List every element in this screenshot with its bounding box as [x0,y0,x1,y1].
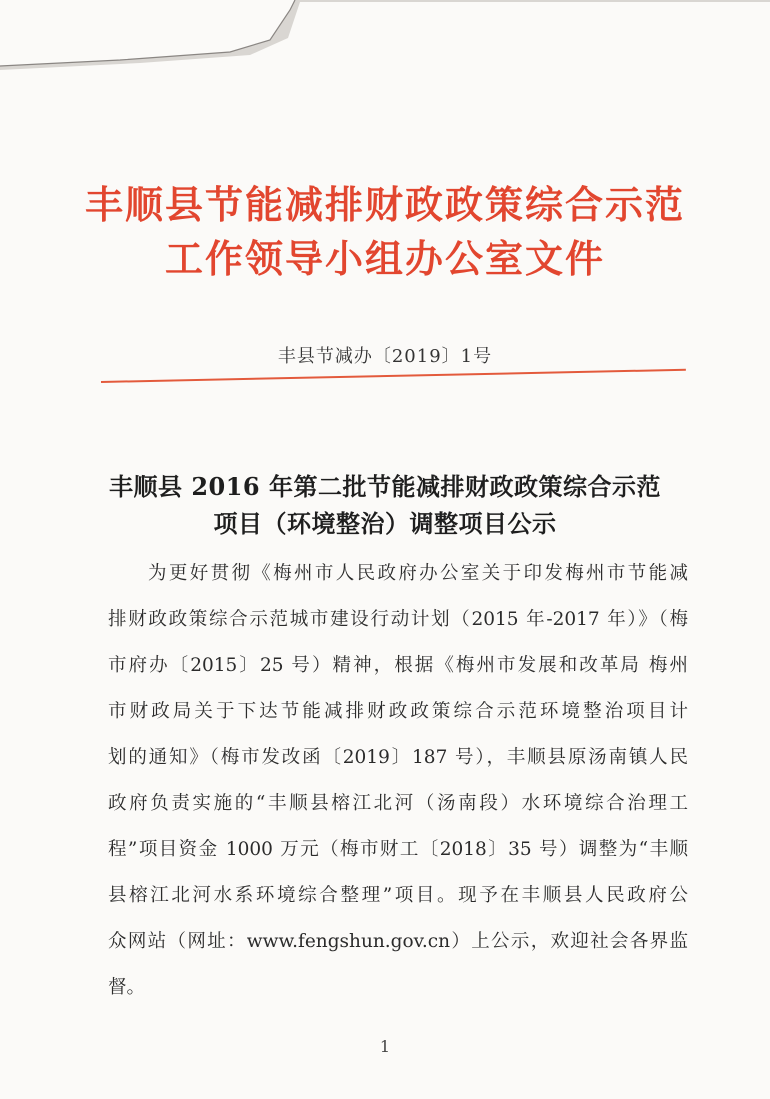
body-line: 政府负责实施的“丰顺县榕江北河（汤南段）水环境综合治理工 [108,793,688,814]
red-divider-rule [101,369,686,383]
header-title-line-1: 丰顺县节能减排财政政策综合示范 [84,182,685,227]
page-number: 1 [379,1037,391,1056]
body-line: 市财政局关于下达节能减排财政政策综合示范环境整治项目计 [108,701,688,722]
body-line: 众网站（网址：www.fengshun.gov.cn）上公示，欢迎社会各界监 [108,931,688,952]
scan-edge-shadow [0,0,770,80]
body-line: 划的通知》（梅市发改函〔2019〕187 号），丰顺县原汤南镇人民 [108,747,688,768]
body-line: 为更好贯彻《梅州市人民政府办公室关于印发梅州市节能减 [148,563,688,584]
body-line: 县榕江北河水系环境综合整理”项目。现予在丰顺县人民政府公 [108,885,688,906]
body-line: 排财政政策综合示范城市建设行动计划（2015 年-2017 年）》（梅 [108,609,688,630]
notice-title-line-2: 项目（环境整治）调整项目公示 [213,509,557,538]
notice-title-line-1: 丰顺县 2016 年第二批节能减排财政政策综合示范 [108,472,661,501]
body-line: 督。 [108,977,146,998]
body-line: 程”项目资金 1000 万元（梅市财工〔2018〕35 号）调整为“丰顺 [108,839,688,860]
header-title-line-2: 工作领导小组办公室文件 [164,236,605,281]
document-number: 丰县节减办〔2019〕1号 [277,346,493,367]
body-line: 市府办〔2015〕25 号）精神，根据《梅州市发展和改革局 梅州 [108,655,688,676]
